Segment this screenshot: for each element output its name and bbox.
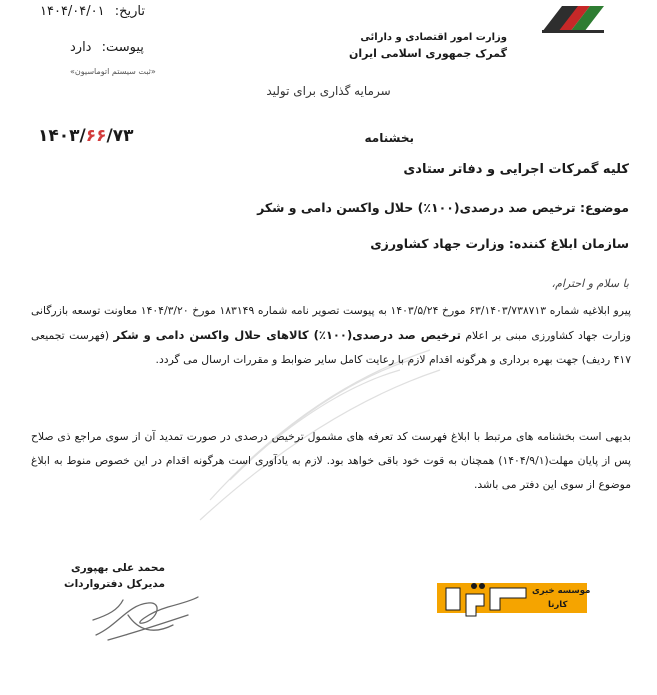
date-label: تاریخ: [114, 4, 146, 19]
paragraph-1-c: (فهرست تجمیعی ۴۱۷ ردیف) جهت بهره برداری و هرگونه اقدام لازم با رعایت کامل سایر ضوابط و مقررات ارسال می گردد. [31, 329, 631, 366]
news-badge-line-2: کارنا [548, 600, 568, 610]
customs-logo-icon [540, 2, 606, 34]
paragraph-2: بدیهی است بخشنامه های مرتبط با ابلاغ فهرست کد تعرفه های مشمول ترخیص درصدی در صورت تمدید آن از سوی مراجع ذی صلاح پس از پایان مهلت(۱۴۰۴/۹/۱) همچنان به قوت خود باقی خواهد بود. لازم به یادآوری است هرگونه اقدام در این خصوص منوط به ابلاغ موضوع از سوی این دفتر می باشد. [31, 430, 631, 491]
document-number-mid: ۶۶ [85, 126, 107, 146]
handwritten-signature-icon [88, 585, 203, 645]
attachment-row [70, 40, 144, 55]
paragraph-1-a: پیرو ابلاغیه شماره ۶۳/۱۴۰۳/۷۳۸۷۱۳ مورخ ۱۴۰۳/۵/۲۴ به پیوست تصویر نامه شماره ۱۸۳۱۴۹ مورخ ۱۴۰۴/۳/۲۰ معاونت توسعه بازرگانی وزارت جهاد کشاورزی مبنی بر اعلام [31, 304, 631, 342]
signatory-title: مدیرکل دفترواردات [64, 578, 165, 590]
subject: موضوع: ترخیص صد درصدی(۱۰۰٪) حلال واکسن دامی و شکر [257, 200, 629, 215]
document-number: ۱۴۰۳/۶۶/۷۳ [38, 126, 134, 146]
attachment-value: دارد [70, 40, 92, 55]
signatory-name: محمد علی بهپوری [71, 562, 165, 574]
slogan: سرمایه گذاری برای تولید [266, 84, 391, 98]
date-value: ۱۴۰۴/۰۴/۰۱ [40, 4, 105, 19]
org-line-1: وزارت امور اقتصادی و دارائی [360, 32, 507, 43]
attachment-label: پیوست: [101, 40, 144, 55]
org-line-2: گمرک جمهوری اسلامی ایران [348, 47, 507, 60]
issuer: سازمان ابلاغ کننده: وزارت جهاد کشاورزی [370, 236, 629, 251]
document-number-year: ۱۴۰۳ [38, 126, 80, 146]
news-badge-line-1: موسسه خبری [532, 586, 591, 596]
date-row [40, 4, 145, 19]
document-type: بخشنامه [364, 131, 414, 145]
greeting: با سلام و احترام، [551, 277, 629, 290]
paragraph-1-bold: ترخیص صد درصدی(۱۰۰٪) کالاهای حلال واکسن دامی و شکر [113, 328, 461, 342]
recipient: کلیه گمرکات اجرایی و دفاتر ستادی [403, 162, 629, 177]
document-number-serial: ۷۳ [112, 126, 134, 146]
paragraph-1 [31, 299, 631, 372]
system-note: «ثبت سیستم اتوماسیون» [70, 67, 156, 76]
